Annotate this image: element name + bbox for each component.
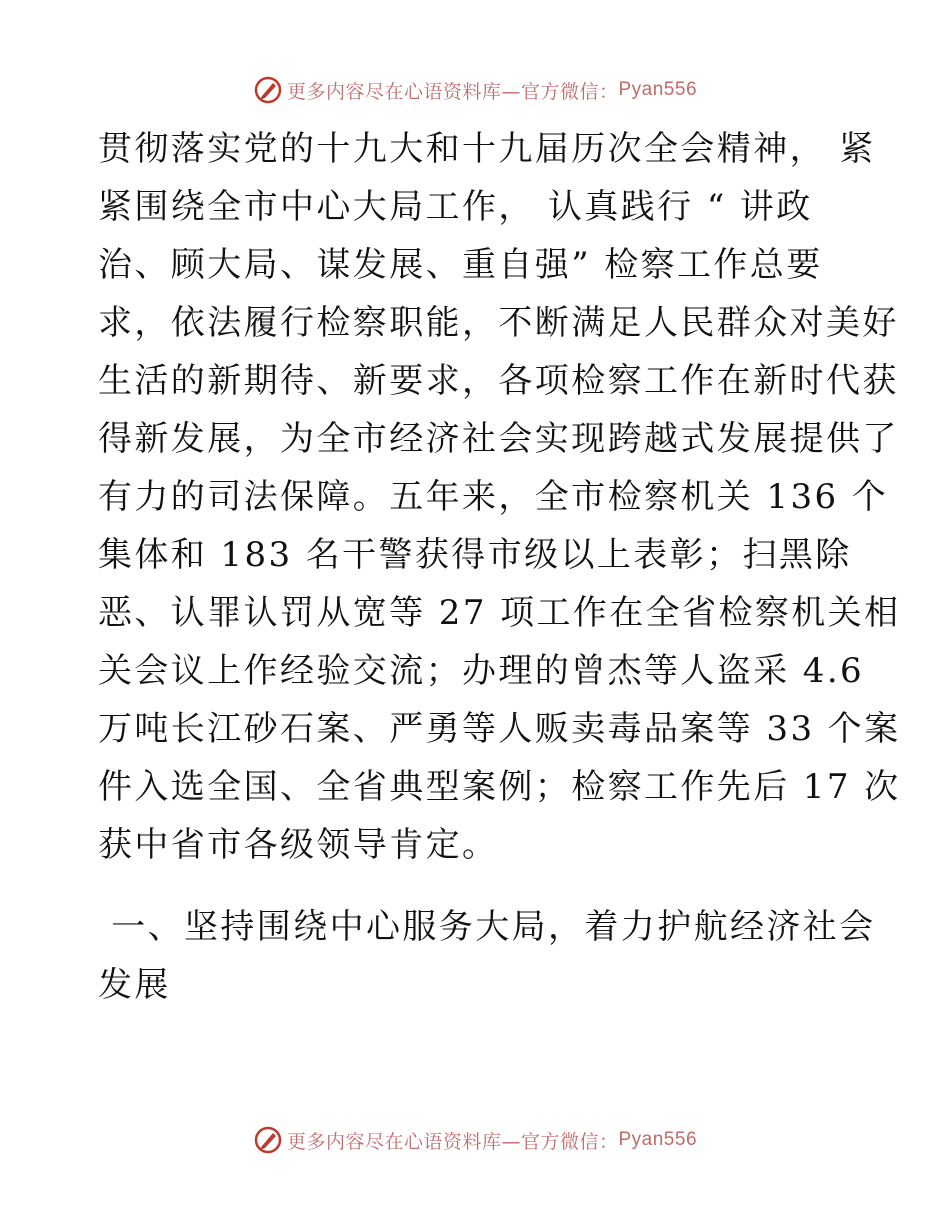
header-watermark bbox=[0, 70, 950, 110]
paragraph-line: 贯彻落实党的十九大和十九届历次全会精神， 紧 bbox=[98, 129, 876, 169]
paragraph-line: 集体和 183 名干警获得市级以上表彰；扫黑除 bbox=[98, 535, 852, 575]
watermark-text: 更多内容尽在心语资料库—官方微信： bbox=[286, 80, 619, 103]
paragraph-line: 紧围绕全市中心大局工作， 认真践行 “ 讲政 bbox=[98, 187, 813, 227]
paragraph-line: 获中省市各级领导肯定。 bbox=[98, 825, 499, 865]
paragraph-line: 治、顾大局、谋发展、重自强” 检察工作总要 bbox=[98, 245, 823, 285]
watermark-wechat-id: Pyan556 bbox=[618, 79, 698, 100]
pen-logo-icon bbox=[253, 75, 283, 105]
watermark-text: 更多内容尽在心语资料库—官方微信： bbox=[286, 1130, 619, 1153]
section-heading-continuation: 发展 bbox=[98, 965, 171, 1005]
paragraph-line: 得新发展，为全市经济社会实现跨越式发展提供了 bbox=[98, 419, 899, 459]
paragraph-line: 件入选全国、全省典型案例；检察工作先后 17 次 bbox=[98, 767, 901, 807]
footer-watermark bbox=[0, 1120, 950, 1160]
watermark-wechat-id: Pyan556 bbox=[618, 1129, 698, 1150]
paragraph-line: 生活的新期待、新要求，各项检察工作在新时代获 bbox=[98, 361, 899, 401]
paragraph-line: 关会议上作经验交流；办理的曾杰等人盗采 4.6 bbox=[98, 651, 865, 691]
section-heading: 一、坚持围绕中心服务大局，着力护航经济社会 bbox=[98, 907, 876, 947]
paragraph-line: 万吨长江砂石案、严勇等人贩卖毒品案等 33 个案 bbox=[98, 709, 901, 749]
paragraph-line: 恶、认罪认罚从宽等 27 项工作在全省检察机关相 bbox=[98, 593, 901, 633]
paragraph-line: 有力的司法保障。五年来，全市检察机关 136 个 bbox=[98, 477, 889, 517]
pen-logo-icon bbox=[253, 1125, 283, 1155]
document-body bbox=[98, 120, 901, 1014]
paragraph-line: 求，依法履行检察职能，不断满足人民群众对美好 bbox=[98, 303, 899, 343]
